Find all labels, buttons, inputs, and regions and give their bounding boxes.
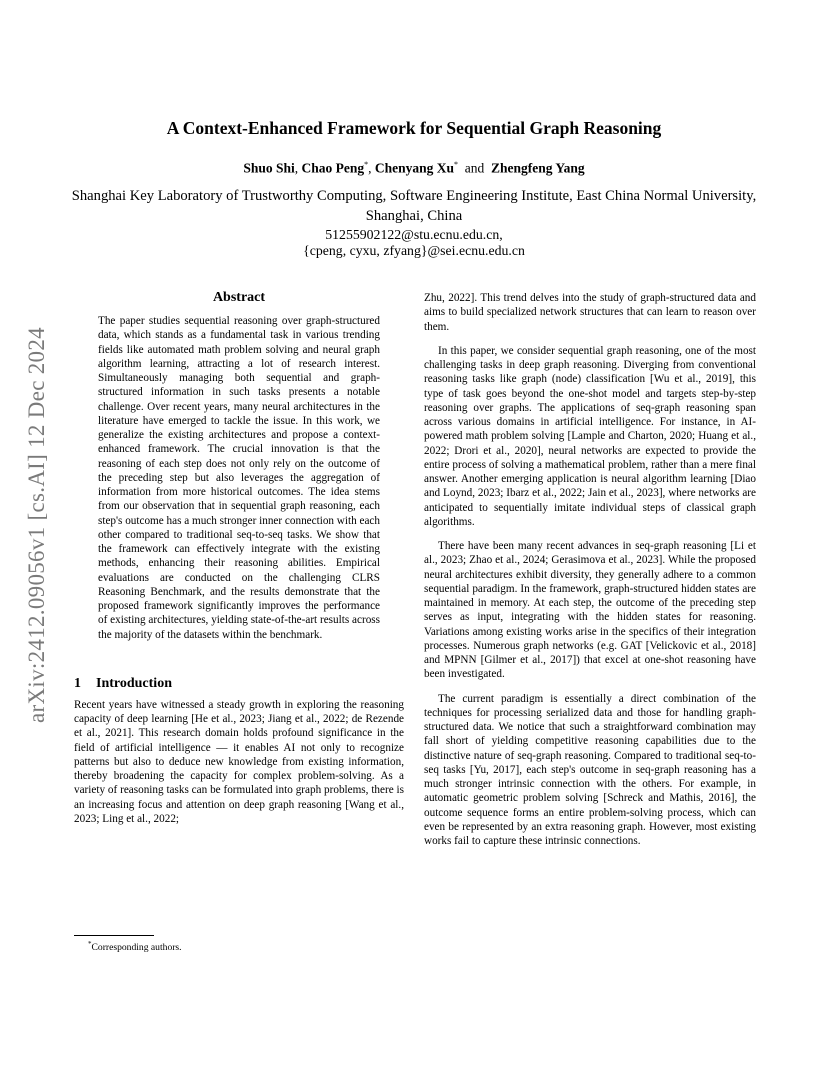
email-line: 51255902122@stu.ecnu.edu.cn, <box>325 227 503 242</box>
section-number: 1 <box>74 675 81 691</box>
author-name: Shuo Shi <box>243 160 295 176</box>
email-line: {cpeng, cyxu, zfyang}@sei.ecnu.edu.cn <box>303 243 525 258</box>
corresponding-mark: * <box>364 160 369 169</box>
author-name: Chao Peng <box>301 160 365 176</box>
footnote <box>88 940 182 953</box>
author-separator: , <box>368 160 372 176</box>
section-title: Introduction <box>96 675 172 691</box>
author-name: Chenyang Xu <box>374 160 455 176</box>
body-paragraph: In this paper, we consider sequential graph reasoning, one of the most challenging tasks in deep graph reasoning. Diverging from conventional reasoning tasks like graph (node) classification [Wu et al., 2019], this type of task goes beyond the one-shot model and targets step-by-step reasoning over graphs. The applications of seq-graph reasoning span across various domains in artificial intelligence. For instance, in AI-powered math problem solving [Lample and Charton, 2020; Huang et al., 2022; Drori et al., 2020], neural networks are expected to provide the entire process of solving a mathematical problem, rather than a mere final answer. Another emerging application is neural algorithm learning [Diao and Loynd, 2023; Ibarz et al., 2022; Jain et al., 2023], where networks are anticipated to sequentially imitate individual steps of classical graph algorithms. <box>424 344 756 528</box>
paper-title: A Context-Enhanced Framework for Sequential Graph Reasoning <box>166 118 662 138</box>
author-and: and <box>464 160 485 176</box>
corresponding-mark: * <box>454 160 459 169</box>
body-paragraph: The current paradigm is essentially a direct combination of the techniques for processing serialized data and those for handling graph-structured data. We notice that such a straightforward combination may fall short of yielding competitive reasoning capabilities due to the distinctive nature of seq-graph reasoning. Compared to traditional seq-to-seq tasks [Yu, 2017], each step's outcome in seq-graph reasoning has a much stronger intrinsic connection with the others. For example, in automatic geometric problem solving [Schreck and Mathis, 2016], the outcome sequence forms an entire problem-solving process, which can even be represented by an extra reasoning graph. However, most existing works fail to capture these intrinsic connections. <box>424 692 756 847</box>
affiliation: Shanghai Key Laboratory of Trustworthy Computing, Software Engineering Institute, East China Normal University, Shanghai, China <box>71 188 757 224</box>
body-paragraph: There have been many recent advances in seq-graph reasoning [Li et al., 2023; Zhao et al., 2024; Gerasimova et al., 2023]. While the proposed neural architectures exhibit diversity, they generally adhere to a common sequential paradigm. In the framework, graph-structured hidden states are maintained in memory. At each step, the outcome of the preceding step serves as input, integrating with the hidden states for reasoning. Variations among existing works arise in the specifics of their integration processes. Numerous graph networks (e.g. GAT [Velickovic et al., 2018] and MPNN [Gilmer et al., 2017]) that excel at one-shot reasoning have been investigated. <box>424 540 756 681</box>
arxiv-identifier-text: arXiv:2412.09056v1 [cs.AI] 12 Dec 2024 <box>24 327 49 723</box>
author-separator: , <box>294 160 299 176</box>
arxiv-identifier <box>22 290 52 760</box>
email-block <box>0 227 828 259</box>
abstract-text: The paper studies sequential reasoning over graph-structured data, which stands as a fundamental task in various trending fields like automated math problem solving and neural graph algorithm learning, attracting a lot of research interest. Simultaneously managing both sequential and graph-structured information in such tasks presents a notable challenge. Over recent years, many neural architectures in the literature have emerged to tackle the issue. In this work, we generalize the existing architectures and propose a context-enhanced framework. The crucial innovation is that the reasoning of each step does not only rely on the outcome of the preceding step but also leverages the aggregation of information from more historical outcomes. The idea stems from our observation that in sequential graph reasoning, each step's outcome has a much stronger inner connection with each other compared to traditional seq-to-seq tasks. We show that the framework can effectively integrate with the existing methods, enhancing their reasoning abilities. Empirical evaluations are conducted on the challenging CLRS Reasoning Benchmark, and the results demonstrate that the proposed framework significantly improves the performance of existing architectures, yielding state-of-the-art results across the majority of the datasets within the benchmark. <box>98 315 380 641</box>
footnote-text: Corresponding authors. <box>91 942 182 954</box>
author-list <box>0 160 828 177</box>
body-paragraph: Zhu, 2022]. This trend delves into the study of graph-structured data and aims to build specialized network structures that can learn to reason over them. <box>424 292 756 333</box>
section-heading <box>74 676 404 692</box>
left-column <box>74 290 404 826</box>
footnote-mark: * <box>88 940 92 948</box>
right-column <box>424 291 756 848</box>
body-paragraph: Recent years have witnessed a steady growth in exploring the reasoning capacity of deep learning [He et al., 2023; Jiang et al., 2022; de Rezende et al., 2021]. This research domain holds profound significance in the field of artificial intelligence — it enables AI not only to recognize patterns but also to deduce new knowledge from existing information, thereby broadening the capacity for complex problem-solving. As a variety of reasoning tasks can be formulated into graph problems, there is an increasing focus and attention on deep graph reasoning [Wang et al., 2023; Ling et al., 2022; <box>74 698 404 825</box>
abstract-heading: Abstract <box>212 290 266 305</box>
footnote-rule <box>74 935 154 936</box>
author-name: Zhengfeng Yang <box>491 160 585 176</box>
